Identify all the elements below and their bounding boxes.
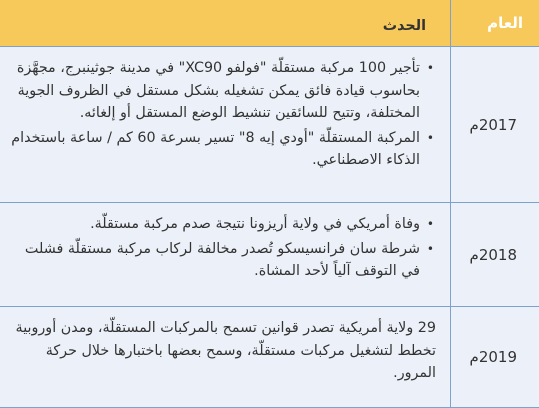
- table-row-year-2017: [450, 47, 539, 203]
- year-value: 2017م: [469, 115, 517, 134]
- list-item: [8, 57, 436, 125]
- bullet-icon: •: [426, 61, 434, 75]
- table-row-event-2017: [0, 47, 450, 203]
- event-text: 29 ولاية أمريكية تصدر قوانين تسمح بالمركبات المستقلّة، ومدن أوروبية تخطط لتشغيل مركبات مستقلّة، وسمح بعضها باختبارها خلال حركة المرور.: [15, 320, 436, 381]
- year-value: 2019م: [469, 348, 517, 366]
- year-value: 2018م: [469, 245, 517, 264]
- event-header-label: الحدث: [382, 17, 426, 34]
- list-item: [8, 127, 436, 172]
- event-bullet-list: [8, 213, 436, 283]
- event-text: وفاة أمريكي في ولاية أريزونا نتيجة صدم مركبة مستقلّة.: [90, 216, 420, 232]
- bullet-icon: •: [426, 217, 434, 231]
- event-text: تأجير 100 مركبة مستقلّة "فولفو XC90" في مدينة جوثينبرج، مجهَّزة بحاسوب قيادة فائق يمكن تشغيله بشكل مستقل في الظروف الجوية المختلفة، وتتيح للسائقين تنشيط الوضع المستقل أو إلغائه.: [16, 60, 420, 121]
- list-item: [8, 238, 436, 283]
- bullet-icon: •: [426, 130, 434, 145]
- table-row-event-2019: [0, 307, 450, 408]
- event-text: شرطة سان فرانسيسكو تُصدر مخالفة لركاب مركبة مستقلّة فشلت في التوقف آلياً لأحد المشاة.: [24, 240, 420, 279]
- bullet-icon: •: [426, 241, 434, 256]
- event-text: المركبة المستقلّة "أودي إيه 8" تسير بسرعة 60 كم / ساعة باستخدام الذكاء الاصطناعي.: [11, 129, 420, 168]
- table-row-year-2019: [450, 307, 539, 408]
- year-header-label: العام: [487, 14, 523, 32]
- list-item: [8, 213, 436, 236]
- event-column-header: [0, 0, 450, 47]
- table-row-year-2018: [450, 203, 539, 307]
- table-row-event-2018: [0, 203, 450, 307]
- year-column-header: [450, 0, 539, 47]
- event-bullet-list: [8, 57, 436, 172]
